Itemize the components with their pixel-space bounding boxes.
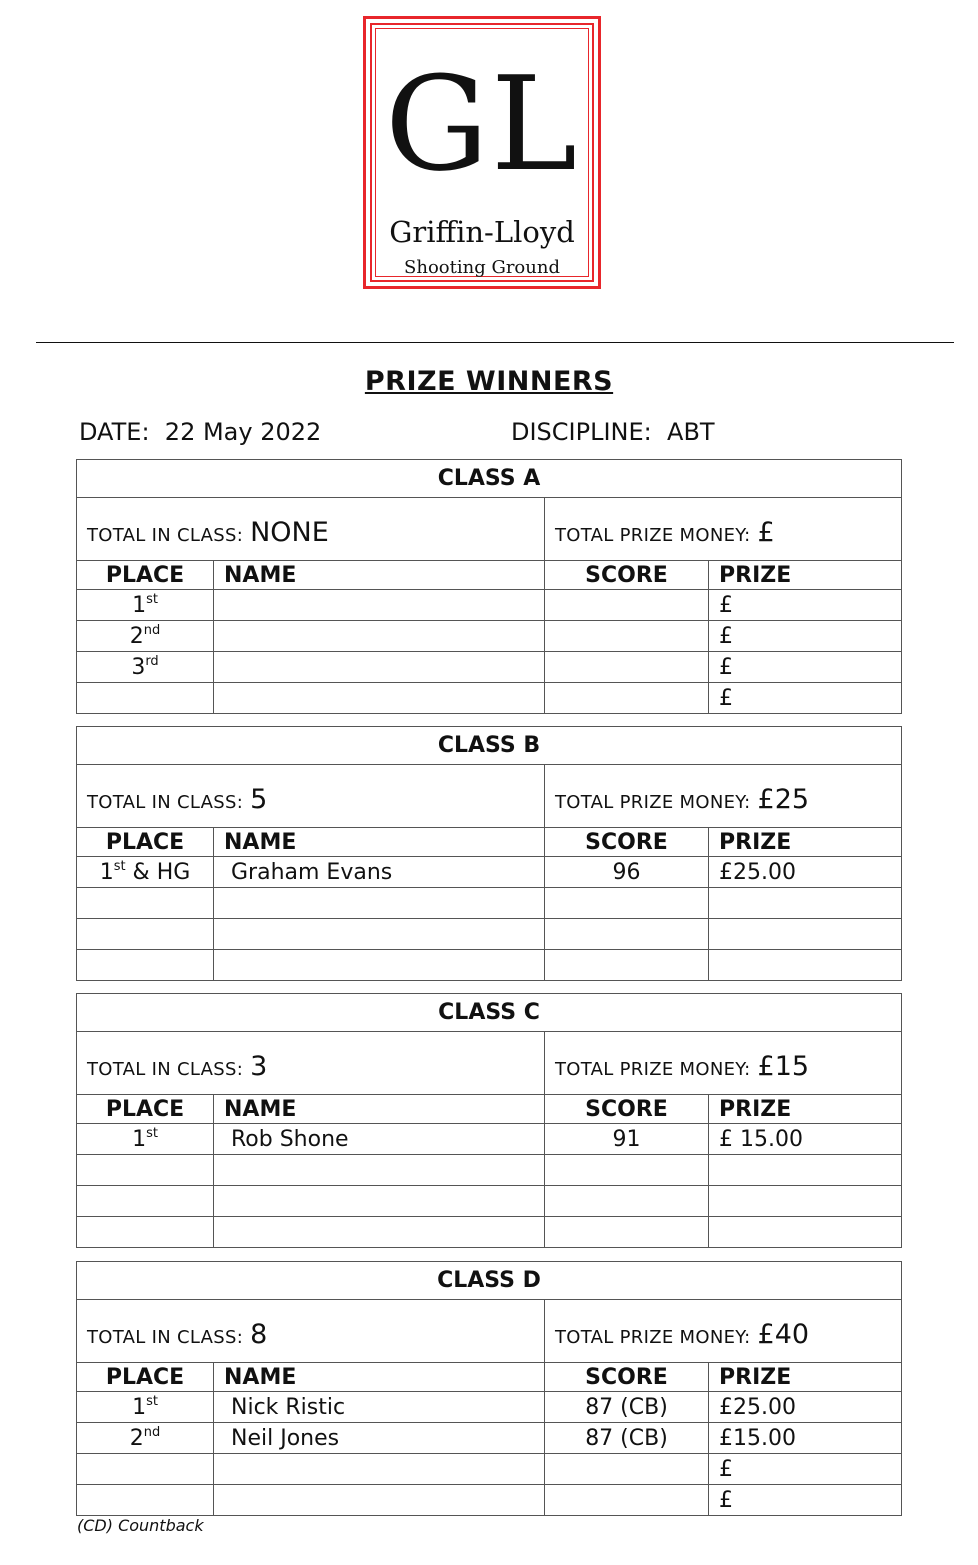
- score-cell: [545, 888, 709, 919]
- score-cell: [545, 1155, 709, 1186]
- place-number: 1: [99, 859, 114, 885]
- score-cell: 91: [545, 1124, 709, 1155]
- total-in-class-value: NONE: [250, 516, 329, 548]
- score-cell: [545, 683, 709, 714]
- page-title: PRIZE WINNERS: [364, 366, 614, 397]
- place-number: 2: [129, 1425, 144, 1451]
- col-header-place: PLACE: [77, 1095, 214, 1124]
- place-cell: [77, 1155, 214, 1186]
- place-ordinal: rd: [145, 653, 159, 669]
- col-header-name: NAME: [214, 561, 545, 590]
- place-cell: [77, 857, 214, 888]
- col-header-place: PLACE: [77, 1363, 214, 1392]
- name-cell: [214, 888, 545, 919]
- place-ordinal: nd: [143, 622, 161, 638]
- table-row: [77, 1186, 902, 1217]
- prize-cell: [709, 919, 902, 950]
- prize-cell: £: [709, 590, 902, 621]
- name-cell: [214, 950, 545, 981]
- place-cell: [77, 919, 214, 950]
- class-table: [76, 993, 902, 1248]
- prize-cell: [709, 1155, 902, 1186]
- header-divider: [36, 342, 954, 343]
- column-header-row: [77, 1363, 902, 1392]
- class-title: CLASS A: [77, 460, 902, 498]
- total-prize-money-cell: [545, 1300, 902, 1363]
- table-row: [77, 1124, 902, 1155]
- place-cell: [77, 1423, 214, 1454]
- place-ordinal: st: [113, 858, 126, 874]
- place-cell: [77, 621, 214, 652]
- total-prize-money-value: £: [757, 516, 775, 548]
- total-prize-money-value: £15: [757, 1050, 810, 1082]
- place-number: 1: [132, 1126, 147, 1152]
- place-cell: [77, 1392, 214, 1423]
- place-cell: [77, 1485, 214, 1516]
- class-title: CLASS D: [77, 1262, 902, 1300]
- total-in-class-cell: [77, 1032, 545, 1095]
- col-header-score: SCORE: [545, 828, 709, 857]
- table-row: [77, 1423, 902, 1454]
- column-header-row: [77, 828, 902, 857]
- place-number: 1: [132, 1394, 147, 1420]
- class-block: [76, 993, 901, 1248]
- prize-cell: £: [709, 1454, 902, 1485]
- place-cell: [77, 888, 214, 919]
- prize-cell: £25.00: [709, 1392, 902, 1423]
- logo-subtitle: Shooting Ground: [404, 257, 560, 278]
- score-cell: 87 (CB): [545, 1423, 709, 1454]
- col-header-prize: PRIZE: [709, 561, 902, 590]
- place-suffix: & HG: [125, 859, 191, 885]
- date-value: 22 May 2022: [164, 418, 322, 446]
- prize-cell: £15.00: [709, 1423, 902, 1454]
- table-row: [77, 1392, 902, 1423]
- score-cell: [545, 1485, 709, 1516]
- place-number: 2: [129, 623, 144, 649]
- col-header-score: SCORE: [545, 1095, 709, 1124]
- total-in-class-label: TOTAL IN CLASS:: [87, 1058, 244, 1080]
- prize-cell: [709, 1186, 902, 1217]
- prize-cell: [709, 1217, 902, 1248]
- place-cell: [77, 1454, 214, 1485]
- prize-cell: [709, 888, 902, 919]
- table-row: [77, 919, 902, 950]
- name-cell: [214, 1155, 545, 1186]
- total-prize-money-label: TOTAL PRIZE MONEY:: [555, 1058, 751, 1080]
- total-in-class-value: 8: [250, 1318, 268, 1350]
- name-cell: Rob Shone: [214, 1124, 545, 1155]
- name-cell: [214, 919, 545, 950]
- place-ordinal: st: [146, 1125, 158, 1141]
- table-row: [77, 857, 902, 888]
- place-cell: [77, 1186, 214, 1217]
- col-header-name: NAME: [214, 1363, 545, 1392]
- table-row: [77, 590, 902, 621]
- col-header-name: NAME: [214, 1095, 545, 1124]
- name-cell: [214, 1485, 545, 1516]
- class-table: [76, 459, 902, 714]
- total-in-class-cell: [77, 1300, 545, 1363]
- place-cell: [77, 1217, 214, 1248]
- place-cell: [77, 683, 214, 714]
- total-in-class-label: TOTAL IN CLASS:: [87, 524, 244, 546]
- discipline-value: ABT: [667, 418, 715, 446]
- class-title: CLASS B: [77, 727, 902, 765]
- table-row: [77, 621, 902, 652]
- name-cell: Nick Ristic: [214, 1392, 545, 1423]
- table-row: [77, 888, 902, 919]
- class-title-row: [77, 1262, 902, 1300]
- class-table: [76, 1261, 902, 1516]
- class-title-row: [77, 460, 902, 498]
- class-title: CLASS C: [77, 994, 902, 1032]
- table-row: [77, 652, 902, 683]
- class-totals-row: [77, 1032, 902, 1095]
- score-cell: 87 (CB): [545, 1392, 709, 1423]
- name-cell: [214, 1217, 545, 1248]
- griffin-lloyd-logo: [363, 16, 601, 289]
- name-cell: Graham Evans: [214, 857, 545, 888]
- col-header-score: SCORE: [545, 561, 709, 590]
- class-totals-row: [77, 498, 902, 561]
- total-in-class-value: 3: [250, 1050, 268, 1082]
- class-block: [76, 1261, 901, 1516]
- total-prize-money-label: TOTAL PRIZE MONEY:: [555, 1326, 751, 1348]
- prize-cell: £: [709, 683, 902, 714]
- date-line: [79, 418, 321, 446]
- prize-cell: £ 15.00: [709, 1124, 902, 1155]
- col-header-name: NAME: [214, 828, 545, 857]
- logo-monogram: GL: [384, 48, 580, 200]
- total-in-class-value: 5: [250, 783, 268, 815]
- col-header-score: SCORE: [545, 1363, 709, 1392]
- prize-cell: £: [709, 652, 902, 683]
- class-table: [76, 726, 902, 981]
- score-cell: [545, 652, 709, 683]
- name-cell: [214, 1186, 545, 1217]
- total-prize-money-label: TOTAL PRIZE MONEY:: [555, 524, 751, 546]
- table-row: [77, 1454, 902, 1485]
- score-cell: [545, 1186, 709, 1217]
- logo-name: Griffin-Lloyd: [389, 215, 575, 249]
- total-in-class-cell: [77, 498, 545, 561]
- place-cell: [77, 950, 214, 981]
- discipline-label: DISCIPLINE:: [511, 418, 652, 446]
- column-header-row: [77, 1095, 902, 1124]
- date-label: DATE:: [79, 418, 150, 446]
- place-cell: [77, 590, 214, 621]
- total-prize-money-value: £40: [757, 1318, 810, 1350]
- col-header-prize: PRIZE: [709, 828, 902, 857]
- col-header-place: PLACE: [77, 828, 214, 857]
- total-prize-money-cell: [545, 765, 902, 828]
- total-in-class-cell: [77, 765, 545, 828]
- table-row: [77, 1155, 902, 1186]
- total-prize-money-cell: [545, 1032, 902, 1095]
- class-totals-row: [77, 1300, 902, 1363]
- col-header-place: PLACE: [77, 561, 214, 590]
- place-ordinal: st: [146, 591, 158, 607]
- score-cell: [545, 1217, 709, 1248]
- class-block: [76, 459, 901, 714]
- table-row: [77, 1485, 902, 1516]
- name-cell: [214, 652, 545, 683]
- prize-cell: £: [709, 621, 902, 652]
- total-prize-money-label: TOTAL PRIZE MONEY:: [555, 791, 751, 813]
- total-prize-money-value: £25: [757, 783, 810, 815]
- col-header-prize: PRIZE: [709, 1095, 902, 1124]
- name-cell: [214, 1454, 545, 1485]
- place-ordinal: nd: [143, 1424, 161, 1440]
- place-ordinal: st: [146, 1393, 158, 1409]
- name-cell: [214, 621, 545, 652]
- total-in-class-label: TOTAL IN CLASS:: [87, 791, 244, 813]
- score-cell: [545, 919, 709, 950]
- table-row: [77, 950, 902, 981]
- name-cell: Neil Jones: [214, 1423, 545, 1454]
- prize-cell: [709, 950, 902, 981]
- class-totals-row: [77, 765, 902, 828]
- table-row: [77, 683, 902, 714]
- score-cell: [545, 1454, 709, 1485]
- score-cell: [545, 621, 709, 652]
- footnote: (CD) Countback: [77, 1516, 204, 1535]
- score-cell: [545, 950, 709, 981]
- place-cell: [77, 652, 214, 683]
- place-number: 1: [132, 592, 147, 618]
- discipline-line: [511, 418, 715, 446]
- class-title-row: [77, 994, 902, 1032]
- prize-cell: £25.00: [709, 857, 902, 888]
- score-cell: [545, 590, 709, 621]
- total-in-class-label: TOTAL IN CLASS:: [87, 1326, 244, 1348]
- place-cell: [77, 1124, 214, 1155]
- total-prize-money-cell: [545, 498, 902, 561]
- col-header-prize: PRIZE: [709, 1363, 902, 1392]
- table-row: [77, 1217, 902, 1248]
- place-number: 3: [131, 654, 146, 680]
- column-header-row: [77, 561, 902, 590]
- name-cell: [214, 683, 545, 714]
- score-cell: 96: [545, 857, 709, 888]
- class-title-row: [77, 727, 902, 765]
- class-block: [76, 726, 901, 981]
- prize-cell: £: [709, 1485, 902, 1516]
- name-cell: [214, 590, 545, 621]
